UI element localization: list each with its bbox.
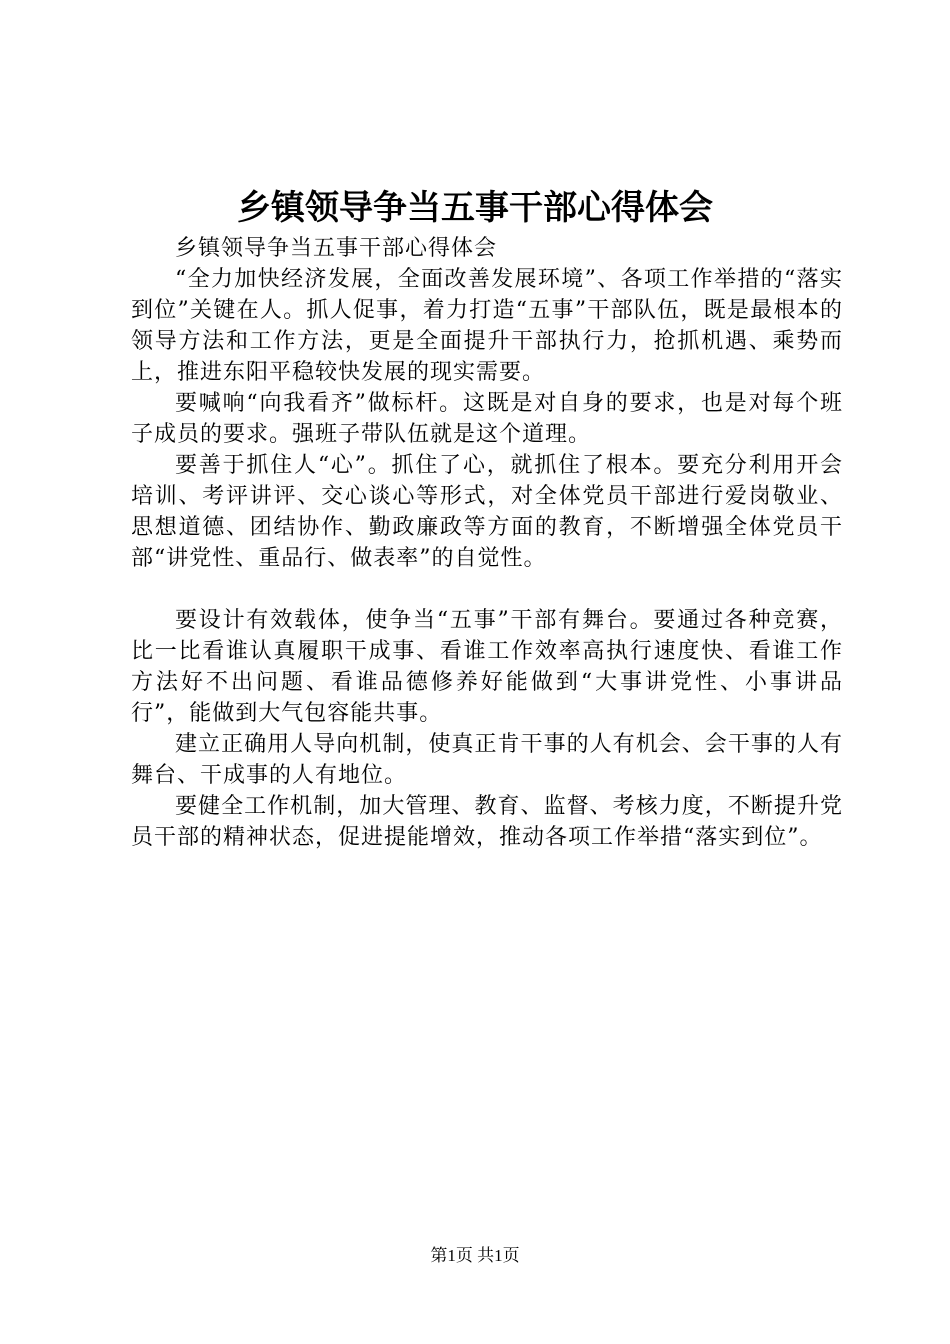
body-paragraph: 建立正确用人导向机制，使真正肯干事的人有机会、会干事的人有舞台、干成事的人有地位。 [131,732,843,788]
body-paragraph: 要设计有效载体，使争当“五事”干部有舞台。要通过各种竞赛，比一比看谁认真履职干成事、看谁工作效率高执行速度快、看谁工作方法好不出问题、看谁品德修养好能做到“大事讲党性、小事讲品行”，能做到大气包容能共事。 [131,608,843,726]
body-paragraph: 要健全工作机制，加大管理、教育、监督、考核力度，不断提升党员干部的精神状态，促进提能增效，推动各项工作举措“落实到位”。 [131,794,843,850]
body-paragraph: 要善于抓住人“心”。抓住了心，就抓住了根本。要充分利用开会培训、考评讲评、交心谈心等形式，对全体党员干部进行爱岗敬业、思想道德、团结协作、勤政廉政等方面的教育，不断增强全体党员干部“讲党性、重品行、做表率”的自觉性。 [131,453,843,571]
document-title: 乡镇领导争当五事干部心得体会 [237,188,713,228]
body-paragraph: 要喊响“向我看齐”做标杆。这既是对自身的要求，也是对每个班子成员的要求。强班子带队伍就是这个道理。 [131,391,843,447]
body-paragraph: 乡镇领导争当五事干部心得体会 [175,236,498,261]
page-footer: 第1页 共1页 [430,1246,520,1265]
body-paragraph: “全力加快经济发展，全面改善发展环境”、各项工作举措的“落实到位”关键在人。抓人促事，着力打造“五事”干部队伍，既是最根本的领导方法和工作方法，更是全面提升干部执行力，抢抓机遇、乘势而上，推进东阳平稳较快发展的现实需要。 [131,267,843,385]
document-body [131,233,843,853]
